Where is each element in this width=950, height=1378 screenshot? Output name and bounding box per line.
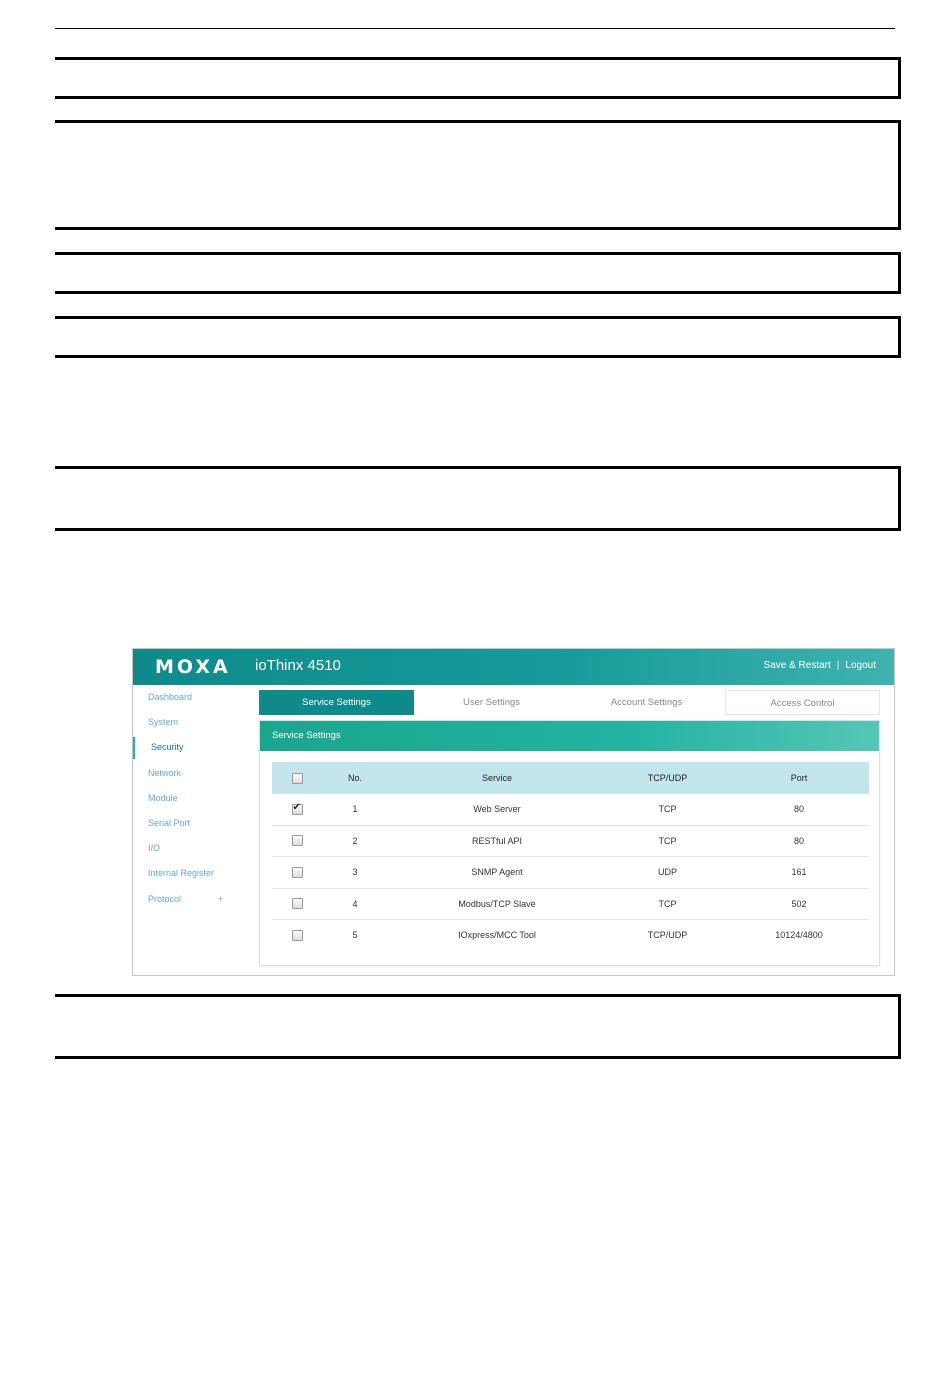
cell-port: 502	[729, 888, 869, 920]
cell-protocol: TCP	[606, 794, 729, 825]
column-header-service: Service	[388, 762, 606, 794]
tab-access-control[interactable]: Access Control	[725, 690, 880, 715]
cell-no: 4	[322, 888, 388, 920]
cell-port: 161	[729, 857, 869, 889]
tab-account-settings[interactable]: Account Settings	[610, 697, 683, 708]
settings-tabs	[259, 690, 880, 715]
header-links	[764, 660, 876, 671]
product-name: ioThinx 4510	[255, 657, 341, 674]
cell-service: Web Server	[388, 794, 606, 825]
save-restart-link[interactable]: Save & Restart	[763, 660, 831, 671]
sidebar-nav	[133, 685, 253, 975]
column-header-protocol: TCP/UDP	[606, 762, 729, 794]
row-checkbox[interactable]	[292, 930, 303, 941]
cell-port: 10124/4800	[775, 930, 823, 941]
logout-link[interactable]: Logout	[845, 660, 876, 671]
sidebar-item-protocol[interactable]	[133, 887, 253, 912]
page-top-rule	[55, 28, 895, 29]
panel-title: Service Settings	[260, 721, 879, 751]
table-row	[272, 794, 869, 825]
plus-icon[interactable]: +	[218, 893, 224, 904]
app-header	[133, 649, 894, 685]
cell-no: 1	[322, 794, 388, 825]
sidebar-item-system[interactable]: System	[148, 717, 179, 728]
note-box-5	[55, 466, 901, 531]
cell-protocol: TCP/UDP	[647, 930, 688, 941]
cell-protocol: UDP	[606, 857, 729, 889]
row-select-cell	[272, 857, 322, 889]
note-box-6	[55, 994, 901, 1059]
table-row	[272, 920, 869, 951]
row-select-cell	[272, 920, 322, 951]
web-ui-screenshot	[132, 648, 895, 976]
cell-service: SNMP Agent	[388, 857, 606, 889]
table-row	[272, 857, 869, 889]
tab-user-settings[interactable]: User Settings	[462, 697, 521, 708]
tab-service-settings[interactable]: Service Settings	[259, 690, 414, 715]
sidebar-item-serial-port[interactable]: Serial Port	[148, 817, 191, 828]
sidebar-item-dashboard[interactable]: Dashboard	[148, 692, 193, 702]
select-all-checkbox[interactable]	[292, 773, 303, 784]
cell-port: 80	[729, 825, 869, 857]
column-header-port: Port	[729, 762, 869, 794]
note-box-1	[55, 57, 901, 99]
cell-port: 80	[729, 794, 869, 825]
row-checkbox[interactable]	[292, 898, 303, 909]
table-header-row	[272, 762, 869, 794]
sidebar-item-io[interactable]: I/O	[148, 843, 161, 854]
cell-service: Modbus/TCP Slave	[388, 888, 606, 920]
cell-protocol: TCP	[606, 888, 729, 920]
column-header-no: No.	[322, 762, 388, 794]
sidebar-item-module[interactable]: Module	[148, 792, 178, 803]
note-box-3	[55, 252, 901, 294]
header-separator: |	[836, 660, 840, 671]
cell-no: 3	[322, 857, 388, 889]
sidebar-item-protocol-label: Protocol	[148, 893, 182, 904]
table-row	[272, 888, 869, 920]
sidebar-item-security[interactable]: Security	[133, 735, 253, 760]
row-select-cell	[272, 794, 322, 825]
note-box-2	[55, 120, 901, 230]
service-settings-panel	[259, 720, 880, 966]
cell-no: 5	[352, 930, 358, 941]
service-table	[272, 762, 869, 951]
moxa-logo: MOXA	[155, 656, 231, 678]
cell-service: IOxpress/MCC Tool	[458, 930, 536, 941]
cell-service: RESTful API	[388, 825, 606, 857]
cell-no: 2	[322, 825, 388, 857]
cell-protocol: TCP	[606, 825, 729, 857]
sidebar-item-internal-register[interactable]: Internal Register	[148, 868, 215, 879]
row-select-cell	[272, 888, 322, 920]
row-checkbox[interactable]	[292, 835, 303, 846]
sidebar-item-network[interactable]: Network	[148, 767, 182, 778]
note-box-4	[55, 316, 901, 358]
select-all-cell	[272, 762, 322, 794]
row-checkbox[interactable]	[292, 867, 303, 878]
row-select-cell	[272, 825, 322, 857]
row-checkbox[interactable]	[292, 804, 303, 815]
table-row	[272, 825, 869, 857]
